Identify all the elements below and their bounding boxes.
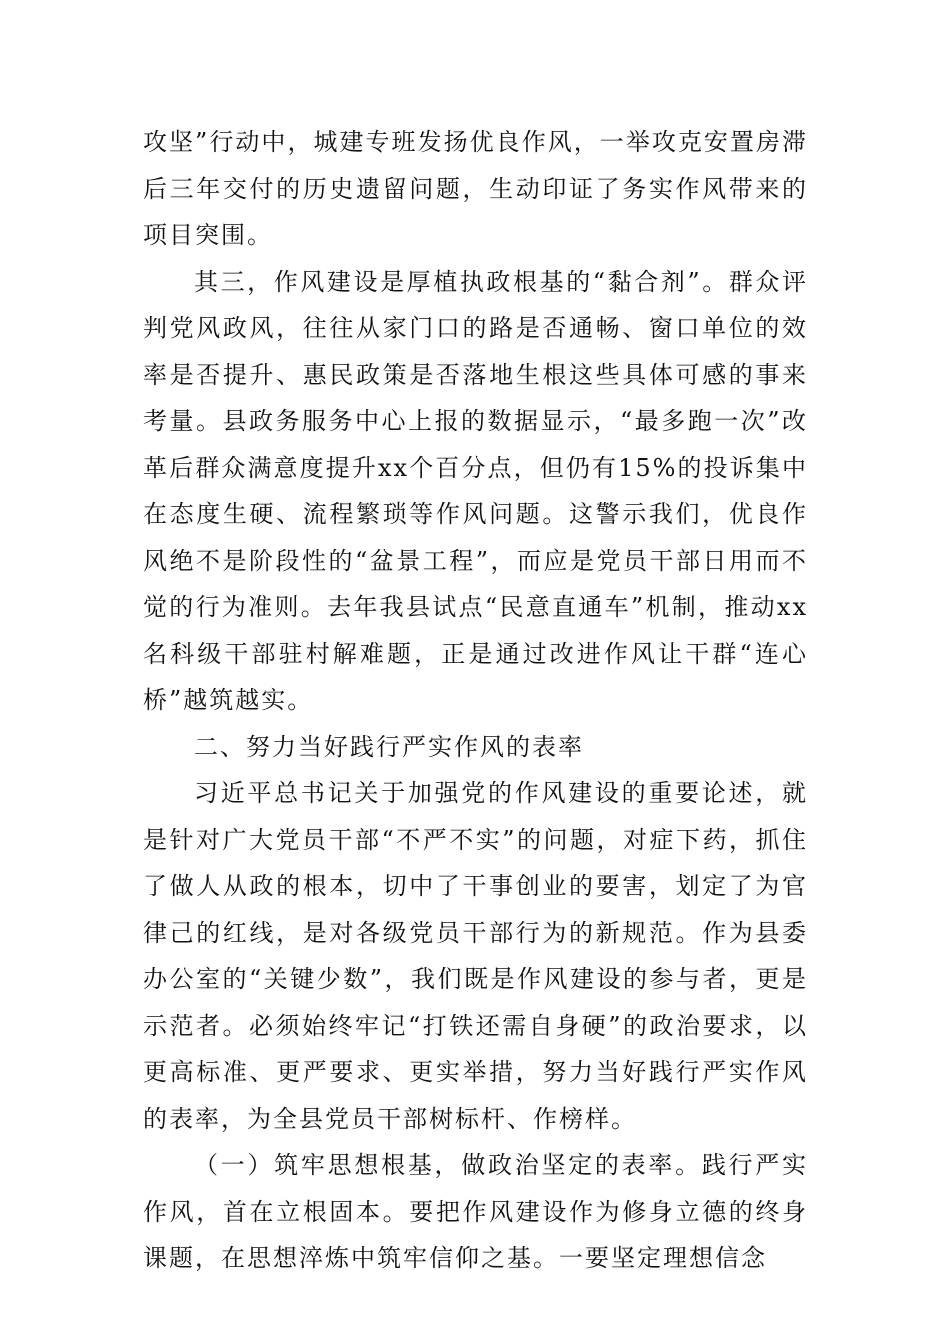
- paragraph-continuation: 攻坚”行动中，城建专班发扬优良作风，一举攻克安置房滞后三年交付的历史遗留问题，生动印证了务实作风带来的项目突围。: [143, 128, 808, 249]
- paragraph-work-style-cohesion: 其三，作风建设是厚植执政根基的“黏合剂”。群众评判党风政风，往往从家门口的路是否通畅、窗口单位的效率是否提升、惠民政策是否落地生根这些具体可感的事来考量。县政务服务中心上报的数据显示，“最多跑一次”改革后群众满意度提升xx个百分点，但仍有15%的投诉集中在态度生硬、流程繁琐等作风问题。这警示我们，优良作风绝不是阶段性的“盆景工程”，而应是党员干部日用而不觉的行为准则。去年我县试点“民意直通车”机制，推动xx名科级干部驻村解难题，正是通过改进作风让干群“连心桥”越筑越实。: [143, 267, 808, 714]
- section-heading: 二、努力当好践行严实作风的表率: [194, 732, 584, 761]
- paragraph-important-exposition: 习近平总书记关于加强党的作风建设的重要论述，就是针对广大党员干部“不严不实”的问题，对症下药，抓住了做人从政的根本，切中了干事创业的要害，划定了为官律己的红线，是对各级党员干部行为的新规范。作为县委办公室的“关键少数”，我们既是作风建设的参与者，更是示范者。必须始终牢记“打铁还需自身硬”的政治要求，以更高标准、更严要求、更实举措，努力当好践行严实作风的表率，为全县党员干部树标杆、作榜样。: [143, 779, 808, 1133]
- document-body: [143, 119, 808, 1282]
- paragraph-subsection-one: （一）筑牢思想根基，做政治坚定的表率。践行严实作风，首在立根固本。要把作风建设作为修身立德的终身课题，在思想淬炼中筑牢信仰之基。一要坚定理想信念: [143, 1151, 808, 1272]
